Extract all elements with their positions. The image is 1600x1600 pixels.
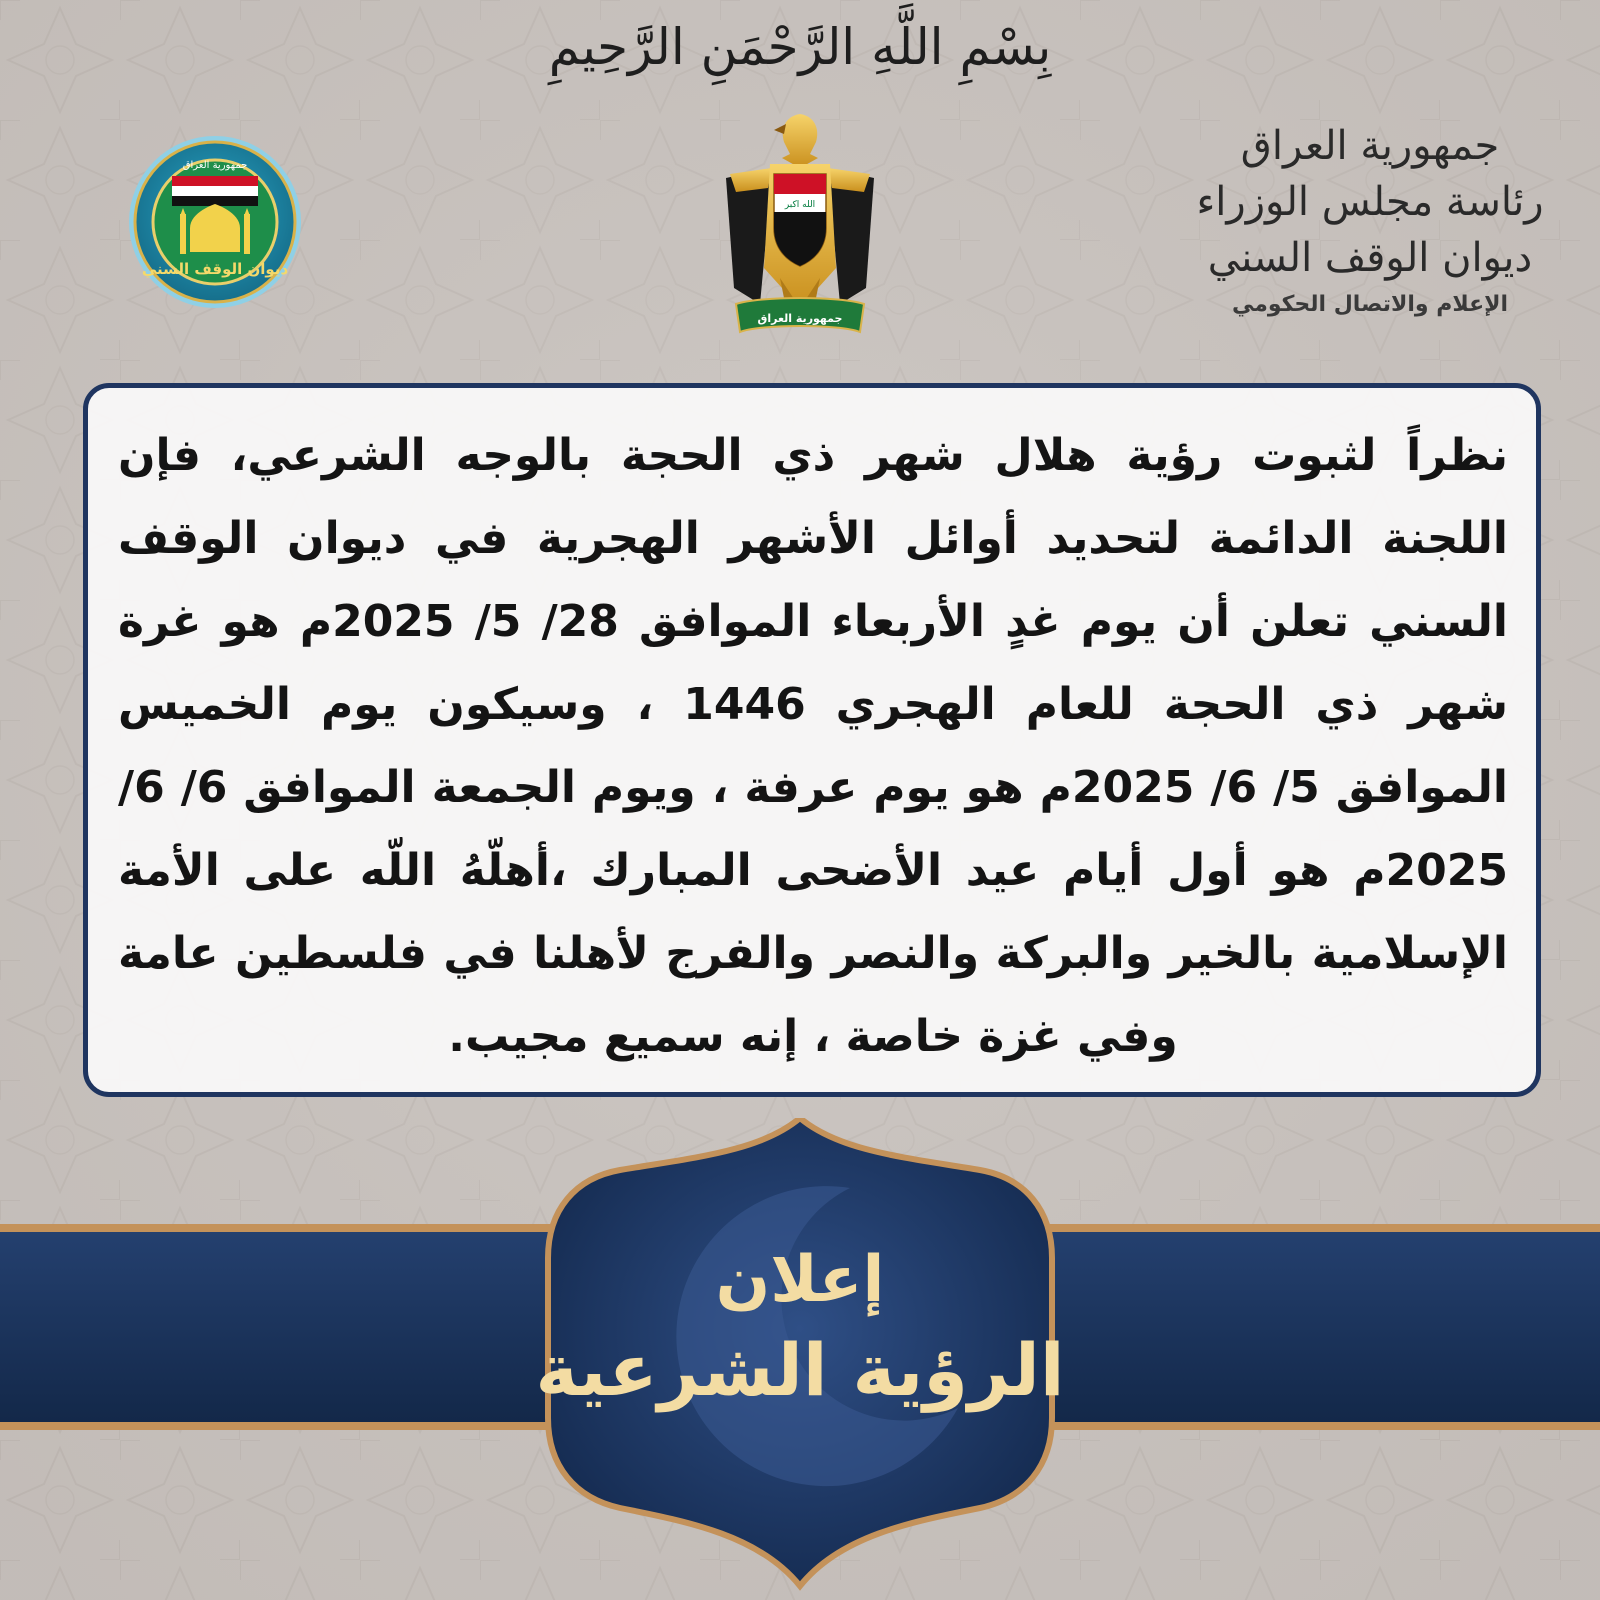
org-line-diwan: ديوان الوقف السني: [1207, 235, 1533, 281]
org-line-country: جمهورية العراق: [1240, 123, 1500, 169]
sunni-endowment-logo-icon: [120, 132, 310, 312]
emblem-flag-text: الله اكبر: [784, 200, 816, 210]
basmala: بِسْمِ اللَّهِ الرَّحْمَنِ الرَّحِيمِ: [548, 18, 1052, 76]
logo-top-text: جمهورية العراق: [182, 160, 248, 171]
emblem-scroll-text: جمهورية العراق: [757, 312, 843, 325]
announcement-body: نظراً لثبوت رؤية هلال شهر ذي الحجة بالوجه الشرعي، فإن اللجنة الدائمة لتحديد أوائل الأشهر الهجرية في ديوان الوقف السني تعلن أن يوم غدٍ الأربعاء الموافق 28/ 5/ 2025م هو غرة شهر ذي الحجة للعام الهجري 1446 ، وسيكون يوم الخميس الموافق 5/ 6/ 2025م هو يوم عرفة ، ويوم الجمعة الموافق 6/ 6/ 2025م هو أول أيام عيد الأضحى المبارك ،أهلّهُ اللّه على الأمة الإسلامية بالخير والبركة والنصر والفرج لأهلنا في فلسطين عامة وفي غزة خاصة ، إنه سميع مجيب.: [118, 430, 1509, 1062]
org-line-council: رئاسة مجلس الوزراء: [1196, 179, 1544, 225]
banner-title-line1: إعلان: [715, 1243, 885, 1317]
organization-header: [1190, 118, 1550, 317]
department-name: الإعلام والاتصال الحكومي: [1231, 292, 1509, 317]
banner-title: [450, 1238, 1150, 1418]
logo-bottom-text: ديوان الوقف السني: [141, 260, 289, 278]
banner-title-line2: الرؤية الشرعية: [535, 1328, 1065, 1412]
iraq-eagle-emblem-icon: [720, 108, 880, 340]
announcement-box: [83, 383, 1541, 1097]
